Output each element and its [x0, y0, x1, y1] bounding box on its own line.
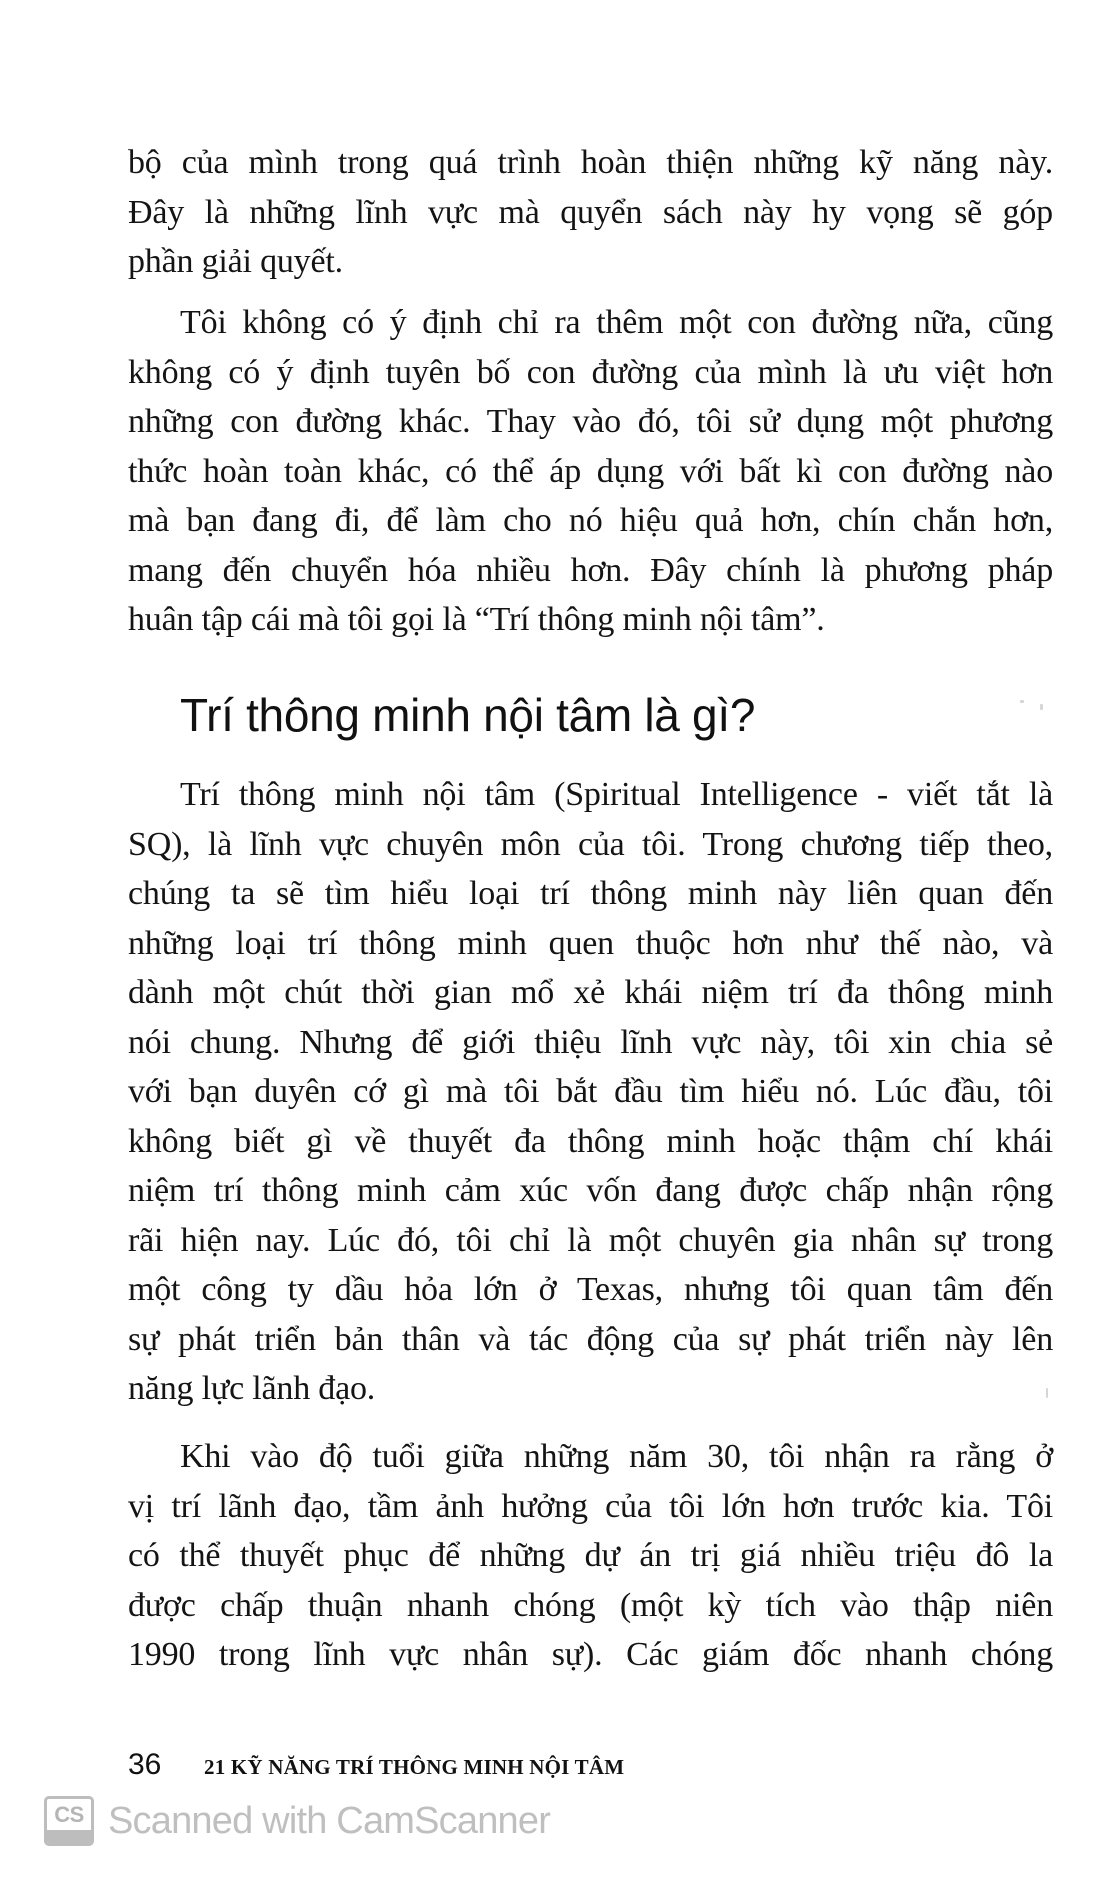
text-line: một công ty dầu hỏa lớn ở Texas, nhưng tôi quan tâm đến: [128, 1271, 1053, 1308]
text-line: thức hoàn toàn khác, có thể áp dụng với bất kì con đường nào: [128, 452, 1053, 490]
text-line: Khi vào độ tuổi giữa những năm 30, tôi nhận ra rằng ở: [180, 1438, 1053, 1475]
text-line: dành một chút thời gian mổ xẻ khái niệm trí đa thông minh: [128, 974, 1053, 1011]
running-title: 21 KỸ NĂNG TRÍ THÔNG MINH NỘI TÂM: [204, 1755, 625, 1779]
text-line: năng lực lãnh đạo.: [128, 1370, 376, 1407]
text-line: nói chung. Nhưng để giới thiệu lĩnh vực này, tôi xin chia sẻ: [128, 1023, 1053, 1061]
paragraph-2: [128, 298, 1053, 645]
logo-text: CS: [54, 1802, 84, 1827]
text-line: bộ của mình trong quá trình hoàn thiện những kỹ năng này.: [128, 144, 1053, 181]
text-line: 1990 trong lĩnh vực nhân sự). Các giám đốc nhanh chóng: [128, 1636, 1053, 1673]
page-number: 36: [128, 1748, 162, 1781]
text-line: có thể thuyết phục để những dự án trị giá nhiều triệu đô la: [128, 1537, 1053, 1574]
section-heading: Trí thông minh nội tâm là gì?: [180, 689, 756, 741]
text-line: phần giải quyết.: [128, 243, 343, 280]
text-line: mang đến chuyển hóa nhiều hơn. Đây chính là phương pháp: [128, 551, 1053, 589]
text-line: sự phát triển bản thân và tác động của sự phát triển này lên: [128, 1320, 1053, 1358]
continuation-paragraph: [128, 138, 1053, 287]
text-line: Tôi không có ý định chỉ ra thêm một con đường nữa, cũng: [180, 304, 1053, 341]
page-footer: [128, 1748, 624, 1788]
text-line: Trí thông minh nội tâm (Spiritual Intelligence - viết tắt là: [180, 776, 1053, 813]
text-line: chúng ta sẽ tìm hiểu loại trí thông minh này liên quan đến: [128, 875, 1053, 912]
text-line: rãi hiện nay. Lúc đó, tôi chỉ là một chuyên gia nhân sự trong: [128, 1221, 1053, 1259]
text-line: những con đường khác. Thay vào đó, tôi sử dụng một phương: [128, 403, 1053, 440]
text-line: Đây là những lĩnh vực mà quyển sách này hy vọng sẽ góp: [128, 193, 1053, 231]
text-line: SQ), là lĩnh vực chuyên môn của tôi. Trong chương tiếp theo,: [128, 825, 1053, 863]
text-line: niệm trí thông minh cảm xúc vốn đang được chấp nhận rộng: [128, 1172, 1053, 1209]
text-line: không biết gì về thuyết đa thông minh hoặc thậm chí khái: [128, 1122, 1053, 1160]
text-line: những loại trí thông minh quen thuộc hơn như thế nào, và: [128, 924, 1053, 962]
scan-speck: [1040, 704, 1043, 710]
text-line: được chấp thuận nhanh chóng (một kỳ tích vào thập niên: [128, 1586, 1053, 1624]
paragraph-4: [128, 1432, 1053, 1680]
watermark-text: Scanned with CamScanner: [108, 1799, 551, 1842]
text-line: huân tập cái mà tôi gọi là “Trí thông minh nội tâm”.: [128, 601, 825, 638]
camscanner-watermark: [44, 1796, 550, 1846]
camscanner-logo-icon: [44, 1796, 94, 1846]
paragraph-3: [128, 770, 1053, 1414]
text-line: vị trí lãnh đạo, tầm ảnh hưởng của tôi lớn hơn trước kia. Tôi: [128, 1487, 1053, 1525]
scan-speck: [1020, 700, 1024, 703]
logo-bar: [47, 1830, 91, 1843]
text-line: không có ý định tuyên bố con đường của mình là ưu việt hơn: [128, 353, 1053, 391]
text-line: với bạn duyên cớ gì mà tôi bắt đầu tìm hiểu nó. Lúc đầu, tôi: [128, 1073, 1053, 1110]
scan-speck: [1046, 1388, 1048, 1398]
text-line: mà bạn đang đi, để làm cho nó hiệu quả hơn, chín chắn hơn,: [128, 502, 1053, 539]
